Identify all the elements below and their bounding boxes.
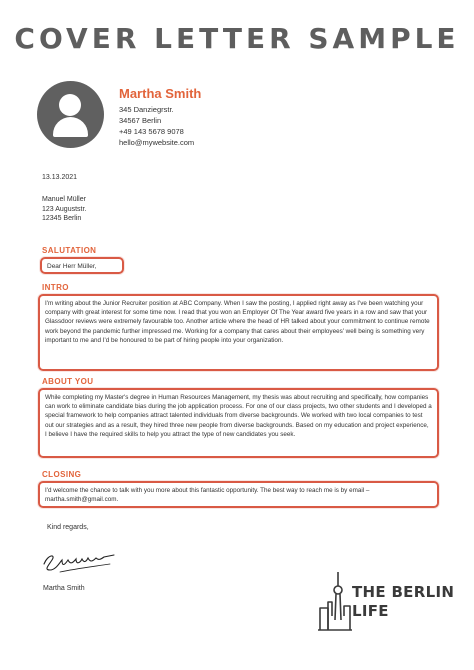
sender-contact [119, 104, 194, 148]
about-text: While completing my Master's degree in Human Resources Management, my thesis was about recruiting and specifically, how companies can work to eliminate candidate bias during the job application process. For one of our class projects, two other students and I developed a special framework to help companies attract talented individuals from diverse backgrounds. We worked with two local companies to test out our strategies and as a result, they hired three new people from diverse backgrounds. Based on my education and project experience, I believe I have the required skills to help you attract the type of new candidates you seek. [45, 394, 432, 438]
intro-box [38, 294, 439, 371]
about-box [38, 388, 439, 458]
sender-address-line1: 345 Danziegrstr. [119, 105, 174, 114]
salutation-heading: SALUTATION [42, 246, 97, 255]
recipient-name: Manuel Müller [42, 196, 86, 203]
sender-phone: +49 143 5678 9078 [119, 127, 184, 136]
avatar-body-icon [53, 117, 88, 137]
logo-line2: LIFE [352, 602, 389, 620]
page-title: COVER LETTER SAMPLE [14, 22, 460, 55]
recipient-street: 123 Auguststr. [42, 205, 87, 213]
sender-address-line2: 34567 Berlin [119, 116, 162, 125]
letter-date: 13.13.2021 [42, 174, 78, 181]
salutation-box [40, 257, 124, 274]
avatar [37, 81, 104, 148]
regards-text: Kind regards, [47, 524, 89, 531]
closing-heading: CLOSING [42, 470, 82, 479]
about-heading: ABOUT YOU [42, 377, 94, 386]
closing-text: I'd welcome the chance to talk with you more about this fantastic opportunity. The best way to reach me is by email – martha.smith@gmail.com. [45, 487, 370, 504]
sender-name: Martha Smith [119, 86, 202, 101]
recipient-block [42, 195, 86, 224]
logo-text [352, 583, 454, 620]
intro-text: I'm writing about the Junior Recruiter position at ABC Company. When I saw the posting, I applied right away as I've been watching your company with great interest for some time now. I read that you won an Employer Of The Year award five years in a row and saw that your Glassdoor reviews were extremely favourable too. Another article where the head of HR talked about your commitment to continue remote work beyond the pandemic further impressed me. Working for a company that cares about their employees' well being is something very important to me and I'd be honoured to be part of hiring people into your organization. [45, 300, 430, 344]
intro-heading: INTRO [42, 283, 69, 292]
recipient-city: 12345 Berlin [42, 215, 82, 222]
signature-name: Martha Smith [43, 585, 85, 592]
salutation-text: Dear Herr Müller, [47, 263, 97, 270]
signature-icon [40, 540, 120, 578]
closing-box [38, 481, 439, 508]
sender-email: hello@mywebsite.com [119, 138, 195, 147]
logo-line1: THE BERLIN [352, 583, 455, 601]
avatar-head-icon [59, 94, 81, 116]
